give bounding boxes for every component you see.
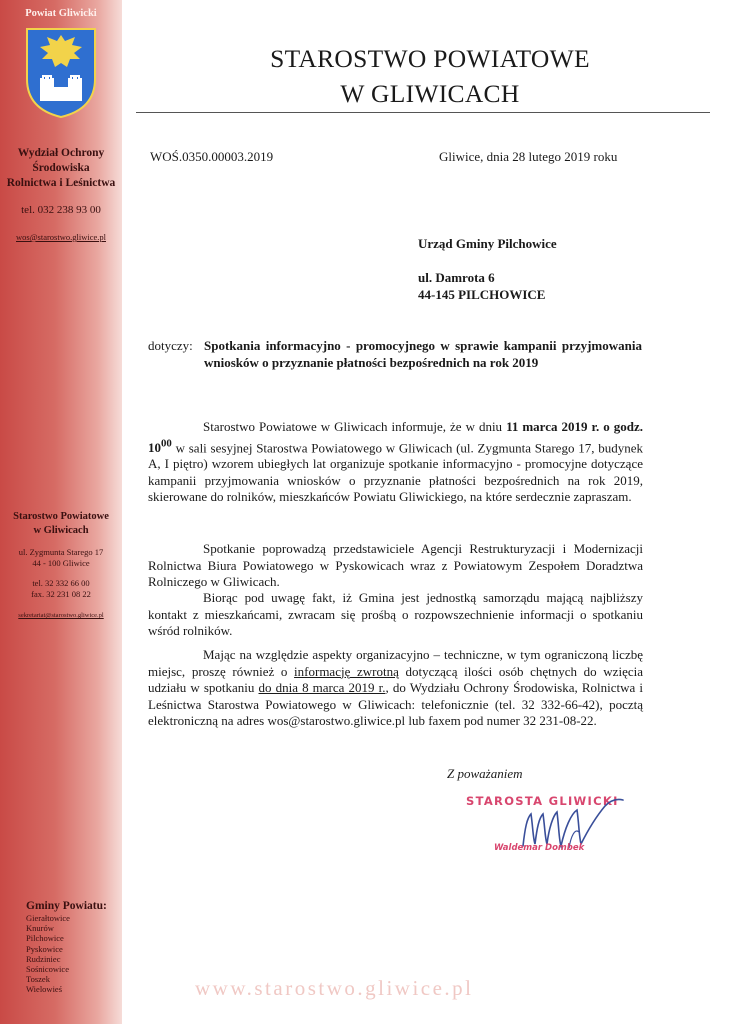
recipient-city: 44-145 PILCHOWICE bbox=[418, 287, 546, 302]
sidebar-office-line1: Starostwo Powiatowe bbox=[13, 511, 109, 522]
p1-minutes: 00 bbox=[161, 437, 172, 450]
sidebar-office bbox=[0, 510, 122, 538]
sidebar-dept-phone: tel. 032 238 93 00 bbox=[21, 204, 101, 216]
p4-feedback-underlined: informację zwrotną bbox=[294, 663, 399, 679]
subject-text: Spotkania informacyjno - promocyjnego w sprawie kampanii przyjmowania wniosków o przyznanie płatności bezpośrednich na rok 2019 bbox=[204, 338, 642, 370]
sidebar-dept-line3: Rolnictwa i Leśnictwa bbox=[6, 177, 116, 189]
coat-of-arms-icon bbox=[25, 27, 97, 119]
municipality-item: Pyskowice bbox=[26, 943, 63, 954]
municipality-item: Toszek bbox=[26, 974, 50, 985]
sidebar-phone-line1: tel. 32 332 66 00 bbox=[32, 578, 90, 588]
reference-number: WOŚ.0350.00003.2019 bbox=[150, 149, 274, 164]
p4-deadline-underlined: do dnia 8 marca 2019 r. bbox=[258, 680, 386, 695]
p1-date-time: 11 marca 2019 r. o godz. 10 bbox=[148, 419, 644, 455]
sidebar-phone-line2: fax. 32 231 08 22 bbox=[31, 589, 91, 599]
sidebar-dept-email-link[interactable]: wos@starostwo.gliwice.pl bbox=[16, 232, 106, 242]
sidebar-dept-line1: Wydział Ochrony bbox=[17, 147, 105, 159]
paragraph-1 bbox=[148, 419, 643, 506]
p1-body: w sali sesyjnej Starostwa Powiatowego w Gliwicach (ul. Zygmunta Starego 17, budynek A, I piętro) wzorem ubiegłych lat organizuje spotkanie informacyjno - promocyjne dotyczące kampanii przyjmowania wniosków o przyznanie płatności bezpośrednich na rok 2019, skierowane do rolników, mieszkańców Powiatu Gliwickiego, na które serdecznie zapraszam. bbox=[148, 439, 643, 505]
letterhead-title-line1: STAROSTWO POWIATOWE bbox=[270, 44, 590, 73]
municipality-item: Knurów bbox=[26, 923, 54, 934]
sidebar-office-address bbox=[0, 547, 122, 569]
municipality-item: Gierałtowice bbox=[26, 913, 70, 923]
stamp-title: STAROSTA GLIWICKI bbox=[466, 794, 619, 808]
p4-middle: dotyczącą ilości osób chętnych do wzięcia udziału w spotkaniu bbox=[148, 663, 643, 695]
recipient-street: ul. Damrota 6 bbox=[418, 270, 495, 285]
letterhead-divider bbox=[136, 112, 710, 113]
municipality-item: Pilchowice bbox=[26, 933, 64, 944]
paragraph-4 bbox=[148, 647, 643, 730]
sidebar-office-phone bbox=[0, 578, 122, 600]
sidebar-office-line2: w Gliwicach bbox=[33, 525, 89, 536]
subject-label: dotyczy: bbox=[148, 338, 193, 353]
letterhead-title-line2: W GLIWICACH bbox=[340, 79, 520, 108]
paragraph-3: Biorąc pod uwagę fakt, iż Gmina jest jednostką samorządu mającą najbliższy kontakt z mieszkańcami, zwracam się prośbą o rozpowszechnienie informacji o spotkaniu wśród rolników. bbox=[148, 590, 643, 638]
closing-phrase: Z poważaniem bbox=[447, 766, 523, 781]
letter-date: Gliwice, dnia 28 lutego 2019 roku bbox=[439, 149, 618, 164]
municipality-item: Sośnicowice bbox=[26, 964, 69, 975]
municipality-item: Rudziniec bbox=[26, 953, 61, 964]
municipality-item: Wielowieś bbox=[26, 984, 63, 995]
p4-contact: , do Wydziału Ochrony Środowiska, Rolnictwa i Leśnictwa Starostwa Powiatowego w Gliwicach: telefonicznie (tel. 32 332-66-42), pocztą elektroniczną na adres wos@starostwo.gliwice.pl lub faxem pod numer 32 231-08-22. bbox=[148, 680, 643, 728]
sidebar-county-name: Powiat Gliwicki bbox=[25, 8, 97, 19]
sidebar-department bbox=[0, 146, 122, 191]
sidebar-addr-line2: 44 - 100 Gliwice bbox=[32, 558, 90, 568]
sidebar-secretariat-email-link[interactable]: sekretariat@starostwo.gliwice.pl bbox=[18, 612, 104, 619]
p4-intro: Mając na względzie aspekty organizacyjno – techniczne, w tym ograniczoną liczbę miejsc, proszę również o bbox=[148, 647, 643, 679]
sidebar-municipalities bbox=[26, 900, 107, 995]
stamp-signer-name: Waldemar Dombek bbox=[494, 843, 585, 853]
municipalities-title: Gminy Powiatu: bbox=[26, 900, 107, 912]
paragraph-2: Spotkanie poprowadzą przedstawiciele Agencji Restrukturyzacji i Modernizacji Rolnictwa Biura Powiatowego w Pyskowicach wraz z Powiatowym Zespołem Doradztwa Rolniczego w Gliwicach. bbox=[148, 541, 643, 589]
sidebar-addr-line1: ul. Zygmunta Starego 17 bbox=[18, 547, 104, 557]
footer-website-url[interactable]: www.starostwo.gliwice.pl bbox=[195, 976, 474, 1000]
recipient-name: Urząd Gminy Pilchowice bbox=[418, 236, 557, 251]
p1-intro: Starostwo Powiatowe w Gliwicach informuje, że w dniu bbox=[203, 419, 503, 434]
sidebar-dept-line2: Środowiska bbox=[32, 162, 90, 174]
